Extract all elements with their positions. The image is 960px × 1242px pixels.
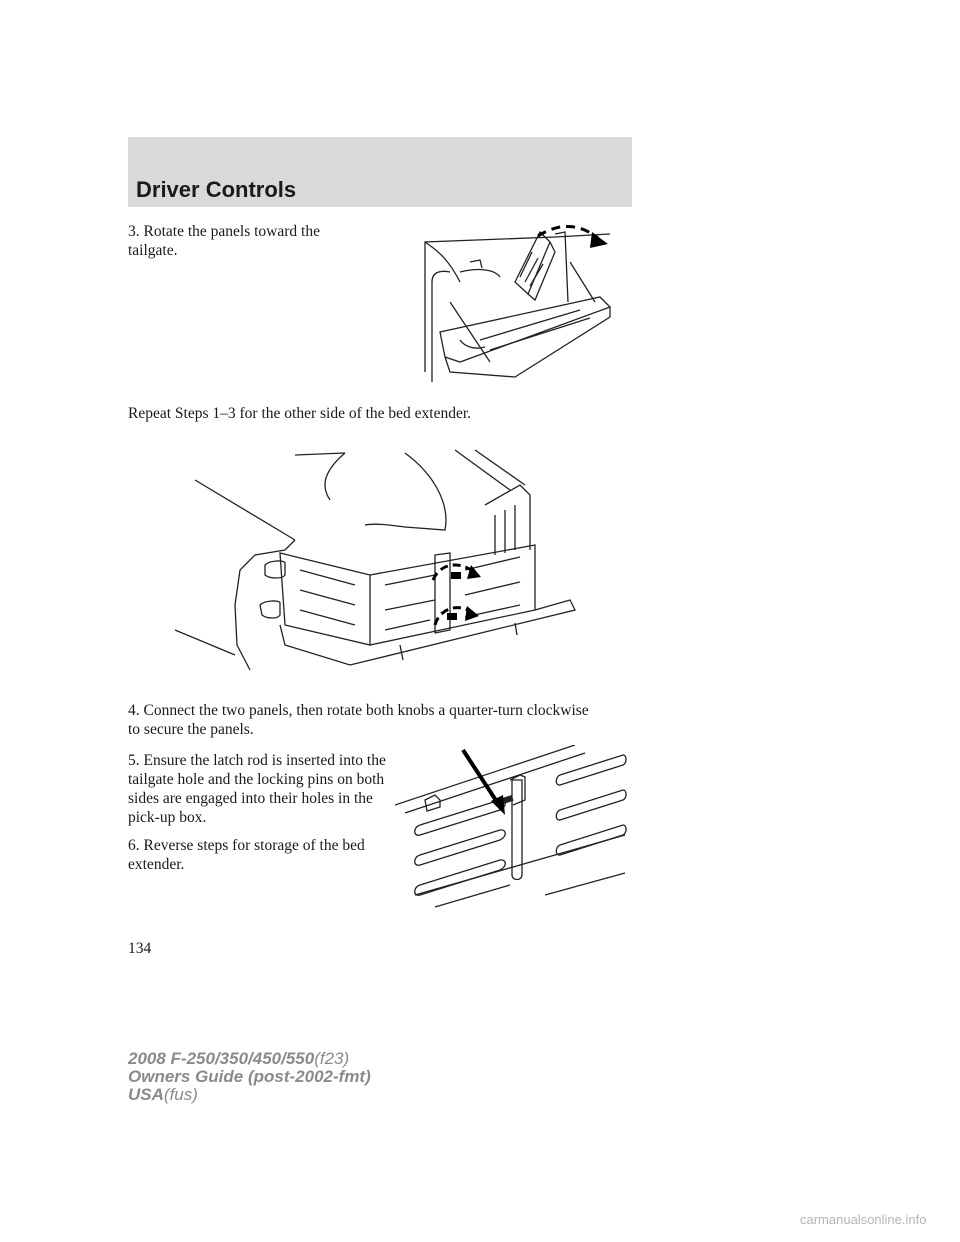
footer-block (128, 1050, 371, 1104)
section-title: Driver Controls (136, 177, 297, 202)
step-4-text: 4. Connect the two panels, then rotate both knobs a quarter-turn clockwise to secure the panels. (128, 702, 589, 738)
footer-model: 2008 F-250/350/450/550 (128, 1049, 315, 1068)
footer-guide: Owners Guide (post-2002-fmt) (128, 1067, 371, 1086)
figure-latch-rod (395, 745, 627, 910)
repeat-steps-text: Repeat Steps 1–3 for the other side of the bed extender. (128, 405, 472, 422)
footer-market-code: (fus) (163, 1085, 198, 1104)
figure-rotate-panels (420, 222, 635, 384)
footer-market: USA (128, 1085, 164, 1104)
watermark[interactable]: carmanualsonline.info (800, 1212, 927, 1227)
figure-connect-panels (175, 445, 585, 680)
step-5-text: 5. Ensure the latch rod is inserted into the tailgate hole and the locking pins on both sides are engaged into their holes in the pick-up box. (128, 752, 386, 826)
footer-model-code: (f23) (314, 1049, 350, 1068)
step-3-text: 3. Rotate the panels toward the tailgate. (128, 223, 320, 259)
section-header (128, 137, 632, 207)
page-number: 134 (128, 940, 152, 957)
step-6-text: 6. Reverse steps for storage of the bed extender. (128, 837, 365, 873)
